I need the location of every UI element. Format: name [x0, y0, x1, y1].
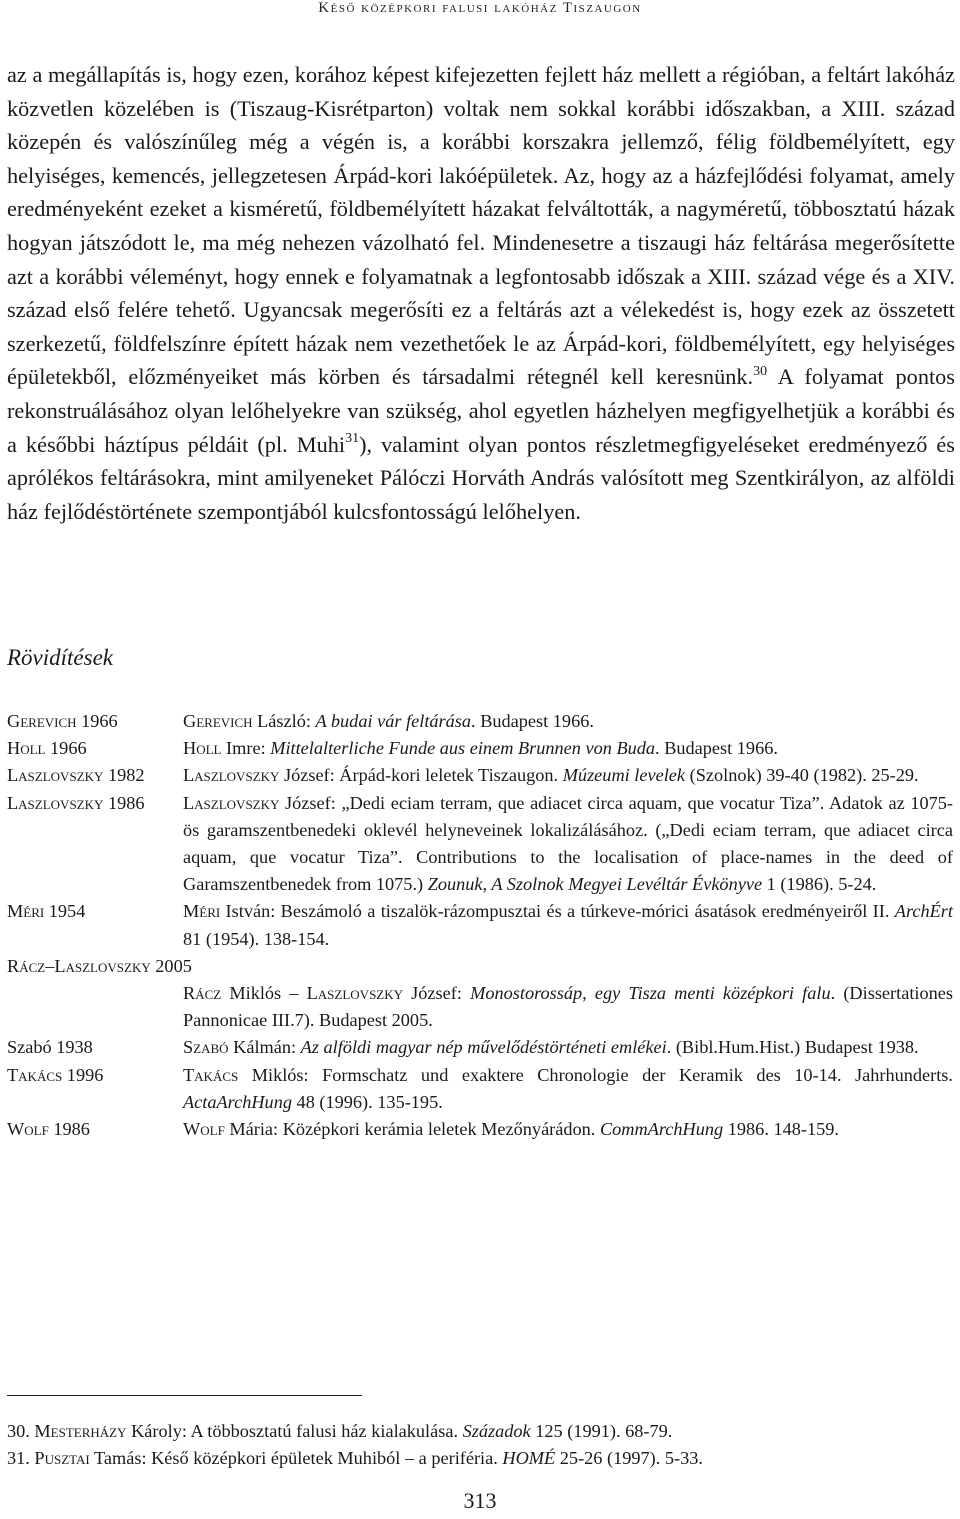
reference-title: Mittelalterliche Funde aus einem Brunnen von Buda: [270, 738, 656, 759]
body-text-part: ), valamint olyan pontos részletmegfigyeléseket eredményező és aprólékos feltárásokra, mint amilyeneket Pálóczi Horváth András valósított meg Szentkirályon, az alföldi ház fejlődéstörténete szempontjából kulcsfontosságú lelőhelyen.: [7, 431, 955, 524]
reference-author: Wolf: [183, 1119, 225, 1140]
footnote-item: [7, 1445, 953, 1472]
footnote-title: HOMÉ: [502, 1448, 556, 1469]
reference-text: [7, 980, 953, 1034]
footnote-divider: [7, 1395, 362, 1396]
reference-text: [183, 735, 953, 762]
reference-key: Laszlovszky 1982: [7, 765, 145, 786]
reference-key: Wolf 1986: [7, 1119, 90, 1140]
reference-title: A budai vár feltárása: [315, 711, 472, 731]
reference-title: Monostorossáp, egy Tisza menti középkori falu: [470, 983, 831, 1004]
footnote-number: 31.: [7, 1448, 35, 1469]
reference-part: . (Dissertationes Pannonicae III.7). Budapest 2005.: [183, 983, 953, 1031]
reference-title: Az alföldi magyar nép művelődéstörténeti emlékei: [300, 1037, 667, 1058]
reference-entry: [7, 953, 953, 1035]
footnote-author: Mesterházy: [34, 1421, 127, 1441]
reference-part: Kálmán:: [228, 1037, 301, 1058]
body-text-part: A folyamat pontos rekonstruálásához olyan lelőhelyekre van szükség, ahol egyetlen házhelyen megfigyelhetjük a korábbi és a későbbi háztípus példáit (pl. Muhi: [7, 364, 955, 457]
reference-part: 81 (1954). 138-154.: [183, 928, 330, 949]
reference-text: [183, 1034, 953, 1061]
reference-part: Miklós –: [221, 983, 307, 1004]
reference-key: Takács 1996: [7, 1064, 104, 1085]
reference-entry: [7, 1116, 953, 1143]
reference-author: Méri: [183, 901, 221, 922]
reference-author: Laszlovszky: [183, 765, 280, 786]
reference-entry: [7, 762, 953, 789]
footnote-part: Károly: A többosztatú falusi ház kialakulása.: [126, 1421, 463, 1441]
reference-author: Takács: [183, 1064, 239, 1085]
reference-part: László:: [252, 711, 316, 731]
reference-title: CommArchHung: [599, 1119, 724, 1140]
reference-author: Laszlovszky: [306, 983, 404, 1004]
footnote-ref-30[interactable]: 30: [753, 363, 768, 379]
footnote-part: Tamás: Késő középkori épületek Muhiból – a periféria.: [89, 1448, 503, 1469]
running-head: Késő középkori falusi lakóház Tiszaugon: [318, 0, 642, 16]
reference-entry: [7, 790, 953, 899]
footnote-part: 25-26 (1997). 5-33.: [555, 1448, 703, 1469]
reference-title: Múzeumi levelek: [562, 765, 686, 786]
reference-author: Gerevich: [183, 711, 253, 731]
reference-part: . (Bibl.Hum.Hist.) Budapest 1938.: [666, 1037, 919, 1058]
reference-part: . Budapest 1966.: [471, 711, 594, 731]
reference-part: József: Árpád-kori leletek Tiszaugon.: [279, 765, 563, 786]
reference-title: Zounuk, A Szolnok Megyei Levéltár Évkönyve: [427, 874, 763, 895]
reference-part: István: Beszámoló a tiszalök-rázompusztai és a túrkeve-mórici ásatások eredményeiről II.: [220, 901, 895, 922]
reference-title: ActaArchHung: [183, 1091, 292, 1112]
reference-part: . Budapest 1966.: [655, 738, 778, 759]
reference-part: 48 (1996). 135-195.: [291, 1091, 443, 1112]
body-paragraph: [7, 58, 955, 528]
reference-part: 1 (1986). 5-24.: [762, 874, 877, 895]
reference-entry: [7, 1062, 953, 1116]
reference-part: József:: [403, 983, 471, 1004]
reference-key: Laszlovszky 1986: [7, 792, 145, 813]
footnote-ref-31[interactable]: 31: [345, 431, 360, 447]
reference-author: Rácz: [183, 983, 222, 1004]
reference-text: [183, 1116, 953, 1143]
reference-part: József: „Dedi eciam terram, que adiacet circa aquam, que vocatur Tiza”. Adatok az 1075-ös garamszentbenedeki oklevél helyneveinek lokalizálásához. („Dedi eciam terram, que adiacet circa aquam, que vocatur Tiza”. Contributions to the localisation of place-names in the deed of Garamszentbenedek from 1075.): [183, 792, 953, 895]
section-heading: Rövidítések: [7, 645, 114, 670]
reference-text: [183, 1062, 953, 1116]
reference-text: [183, 898, 953, 952]
footnote-number: 30.: [7, 1421, 35, 1441]
reference-part: Imre:: [221, 738, 271, 759]
reference-key: Szabó 1938: [7, 1037, 93, 1058]
reference-title: ArchÉrt: [894, 901, 953, 922]
reference-entry: [7, 735, 953, 762]
reference-part: (Szolnok) 39-40 (1982). 25-29.: [685, 765, 919, 786]
reference-part: 1986. 148-159.: [723, 1119, 839, 1140]
footnote-title: Századok: [462, 1421, 531, 1441]
reference-entry: [7, 708, 953, 735]
reference-key: Holl 1966: [7, 738, 87, 759]
reference-part: Mária: Középkori kerámia leletek Mezőnyárádon.: [224, 1119, 600, 1140]
reference-part: Miklós: Formschatz und exaktere Chronologie der Keramik des 10-14. Jahrhunderts.: [238, 1064, 953, 1085]
reference-entry: [7, 898, 953, 952]
footnote-list: [7, 1418, 953, 1472]
body-text-part: az a megállapítás is, hogy ezen, korához képest kifejezetten fejlett ház mellett a régióban, a feltárt lakóház közvetlen közelében is (Tiszaug-Kisrétparton) voltak nem sokkal korábbi időszakban, a XIII. század közepén és valószínűleg még a végén is, a korábbi korszakra jellemző, félig földbemélyített, egy helyiséges, kemencés, jellegzetesen Árpád-kori lakóépületek. Az, hogy az a házfejlődési folyamat, amely eredményeként ezeket a kisméretű, földbemélyített házakat felváltották, a nagyméretű, többosztatú házak hogyan játszódott le, ma még nehezen vázolható fel. Mindenesetre a tiszaugi ház feltárása megerősítette azt a korábbi véleményt, hogy ennek e folyamatnak a legfontosabb időszak a XIII. század vége és a XIV. század első felére tehető. Ugyancsak megerősíti ez a feltárás azt a vélekedést is, hogy ezek az összetett szerkezetű, földfelszínre épített házak nem vezethetőek le az Árpád-kori, földbemélyített, egy helyiséges épületekből, előzményeiket más körben és társadalmi rétegnél kell keresnünk.: [7, 62, 955, 390]
reference-author: Holl: [183, 738, 222, 759]
reference-text: [183, 790, 953, 899]
footnote-author: Pusztai: [34, 1448, 90, 1469]
reference-key: Gerevich 1966: [7, 711, 118, 731]
reference-author: Laszlovszky: [183, 792, 280, 813]
reference-key: Méri 1954: [7, 901, 86, 922]
reference-text: [183, 708, 953, 735]
reference-key: Rácz–Laszlovszky 2005: [7, 955, 192, 976]
page-number: 313: [463, 1488, 497, 1513]
reference-author: Szabó: [183, 1037, 229, 1058]
reference-list: [7, 708, 953, 1143]
footnote-item: [7, 1418, 953, 1445]
footnote-part: 125 (1991). 68-79.: [530, 1421, 673, 1441]
reference-text: [183, 762, 953, 789]
reference-entry: [7, 1034, 953, 1061]
